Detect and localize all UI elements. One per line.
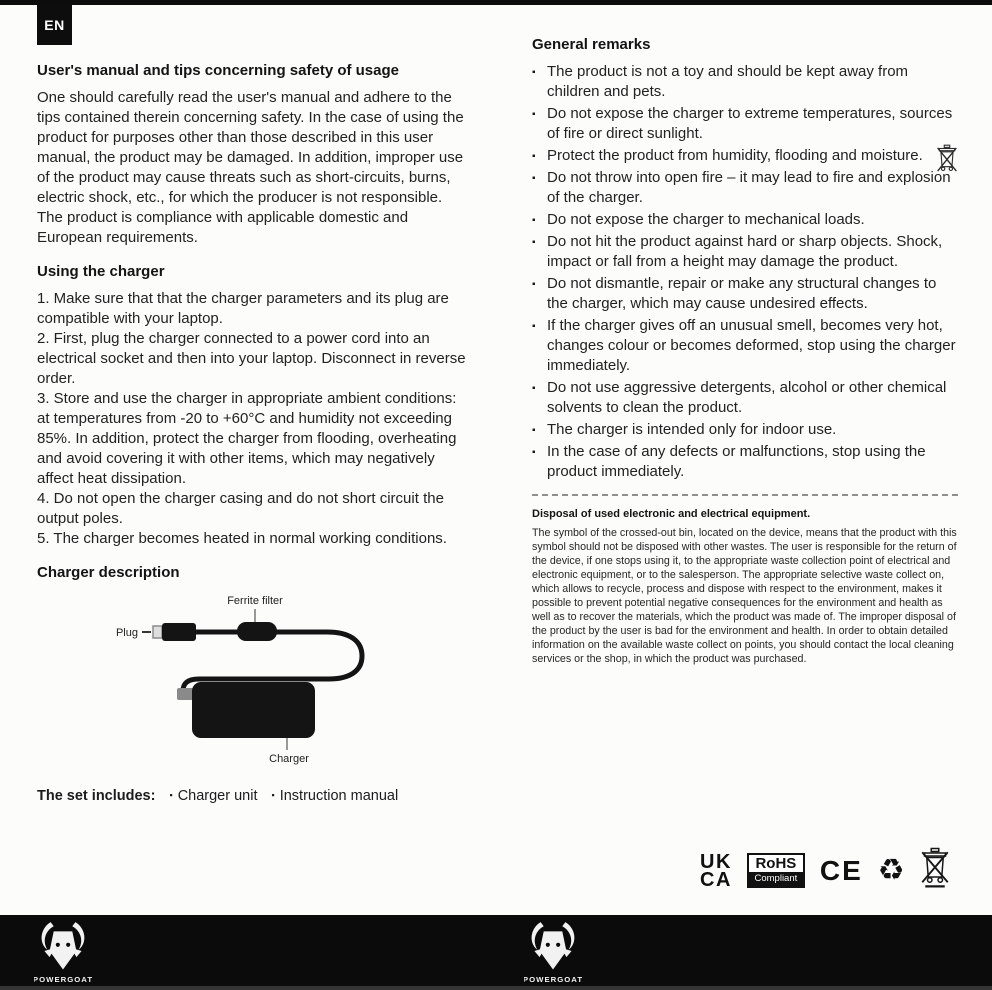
ukca-mark-top: UK: [700, 850, 732, 873]
bullet-icon: ▪: [271, 790, 275, 800]
ce-mark: CE: [819, 854, 863, 886]
ukca-mark: [700, 850, 732, 891]
brand-logo-text: POWERGOAT: [524, 974, 582, 984]
set-includes-line: [37, 788, 469, 804]
plug-tip: [153, 626, 162, 638]
weee-crossed-bin-icon: [936, 144, 958, 180]
using-steps: [37, 289, 469, 549]
using-step: 4. Do not open the charger casing and do not short circuit the output poles.: [37, 490, 444, 527]
charger-diagram: [37, 590, 469, 768]
plug-body: [162, 623, 196, 641]
remark-item: ▪ The charger is intended only for indoor use.: [532, 420, 958, 440]
rohs-mark-subtitle: Compliant: [749, 872, 803, 886]
using-step: 3. Store and use the charger in appropriate ambient conditions: at temperatures from -20 to +60°C and humidity not exceeding 85%. In addition, protect the charger from flooding, overheating and avoid covering it with other items, which may negatively affect heat dissipation.: [37, 390, 457, 487]
scan-edge-bottom: [0, 986, 992, 990]
rohs-mark: [747, 853, 805, 888]
safety-section-title: User's manual and tips concerning safety of usage: [37, 62, 399, 79]
using-step: 2. First, plug the charger connected to a power cord into an electrical socket and then into your laptop. Disconnect in reverse order.: [37, 330, 466, 387]
footer-bar: [0, 915, 992, 990]
set-includes-item: Charger unit: [177, 788, 258, 804]
using-section-title: Using the charger: [37, 263, 165, 280]
ferrite-filter-label: Ferrite filter: [227, 595, 283, 607]
disposal-body: The symbol of the crossed-out bin, located on the device, means that the product with this symbol should not be disposed with other wastes. The user is responsible for the return of the device, if one stops using it, to the appropriate waste collection point of electrical and electronic equipment, or to the salesperson. The appropriate selective waste collect on, which allows to recycle, process and dispose with respect to the environment, makes it possible to prevent potential negative consequences for the environment and health as well as to recover the materials, which the product was made of. The improper disposal of the product by the user is bad for the environment and health. In order to obtain detailed information on the available waste collect on points, you should contact the local cleaning services or the shop, in which the product was purchased.: [532, 527, 957, 665]
remark-item: ▪ If the charger gives off an unusual smell, becomes very hot, changes colour or becomes deformed, stop using the charger immediately.: [532, 316, 958, 376]
weee-crossed-bin-bar-icon: [920, 847, 950, 894]
ukca-mark-bottom: CA: [700, 868, 732, 891]
scan-edge-top: [0, 0, 992, 5]
ferrite-filter: [237, 622, 277, 641]
charger-brick: [192, 682, 315, 738]
using-step: 1. Make sure that that the charger parameters and its plug are compatible with your laptop.: [37, 290, 449, 327]
remark-item: ▪ Protect the product from humidity, flooding and moisture.: [532, 146, 958, 166]
general-remarks-title: General remarks: [532, 36, 651, 53]
remark-item: ▪ In the case of any defects or malfunctions, stop using the product immediately.: [532, 442, 958, 482]
dashed-divider: [532, 494, 958, 496]
left-column: [37, 62, 469, 804]
set-includes-item: Instruction manual: [279, 788, 399, 804]
using-step: 5. The charger becomes heated in normal working conditions.: [37, 530, 447, 547]
right-column: [532, 36, 958, 666]
remark-item: ▪ Do not use aggressive detergents, alcohol or other chemical solvents to clean the product.: [532, 378, 958, 418]
plug-label: Plug: [115, 627, 138, 639]
bullet-icon: ▪: [169, 790, 173, 800]
remark-item: ▪ The product is not a toy and should be kept away from children and pets.: [532, 62, 958, 102]
brand-logo-text: POWERGOAT: [34, 974, 92, 984]
language-badge: [37, 5, 72, 45]
remark-item: ▪ Do not expose the charger to extreme temperatures, sources of fire or direct sunlight.: [532, 104, 958, 144]
disposal-title: Disposal of used electronic and electrical equipment.: [532, 508, 811, 520]
brand-logo: [34, 920, 92, 990]
remark-item: ▪ Do not throw into open fire – it may lead to fire and explosion of the charger.: [532, 168, 958, 208]
general-remarks-list: [532, 62, 958, 482]
brand-logo: [524, 920, 582, 990]
language-badge-label: EN: [44, 17, 65, 33]
charger-description-title: Charger description: [37, 564, 180, 581]
rohs-mark-title: RoHS: [755, 855, 797, 872]
set-includes-label: The set includes:: [37, 788, 156, 804]
recycling-icon: ♻: [877, 852, 905, 888]
remark-item: ▪ Do not dismantle, repair or make any structural changes to the charger, which may cause undesired effects.: [532, 274, 958, 314]
charger-label: Charger: [269, 753, 309, 765]
certification-marks: [700, 847, 950, 894]
safety-section-body: One should carefully read the user's manual and adhere to the tips contained therein concerning safety. In the case of using the product for purposes other than those described in this user manual, the product may be damaged. In addition, improper use of the product may cause threats such as short-circuits, burns, electric shock, etc., for which the producer is not responsible. The product is compliance with applicable domestic and European requirements.: [37, 89, 464, 246]
remark-item: ▪ Do not hit the product against hard or sharp objects. Shock, impact or fall from a height may damage the product.: [532, 232, 958, 272]
remark-item: ▪ Do not expose the charger to mechanical loads.: [532, 210, 958, 230]
